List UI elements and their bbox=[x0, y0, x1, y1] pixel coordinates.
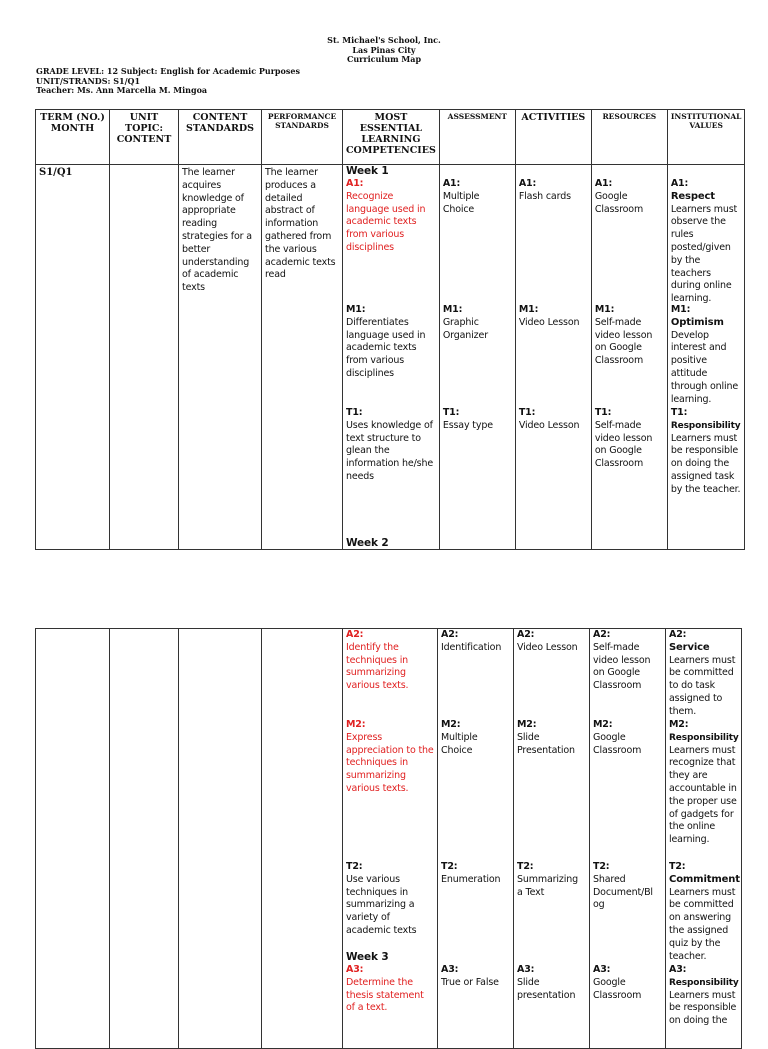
a1-assessment: Multiple Choice bbox=[442, 190, 480, 215]
school-city: Las Pinas City bbox=[352, 44, 416, 55]
t1-value-label: T1: bbox=[670, 407, 688, 418]
t1-activity-label: T1: bbox=[518, 407, 536, 418]
a3-resource: Google Classroom bbox=[593, 976, 642, 1001]
teacher-name: Teacher: Ms. Ann Marcella M. Mingoa bbox=[36, 85, 208, 95]
values-cell bbox=[667, 165, 745, 550]
a1-value-desc: Learners must observe the rules posted/given by the teachers during online learning. bbox=[670, 203, 738, 305]
t2-resource-label: T2: bbox=[593, 861, 610, 872]
t1-resource-label: T1: bbox=[594, 407, 612, 418]
m2-value-label: M2: bbox=[669, 719, 689, 730]
m1-activity: Video Lesson bbox=[518, 316, 580, 328]
a1-activity: Flash cards bbox=[518, 190, 571, 202]
activities-cell-continued bbox=[514, 629, 590, 1049]
t1-assessment: Essay type bbox=[442, 419, 493, 431]
performance-standard-cell-continued bbox=[262, 629, 343, 1049]
t2-value-title: Commitment bbox=[669, 873, 740, 885]
a1-competency: Recognize language used in academic texts from various disciplines bbox=[346, 190, 426, 253]
t1-value-desc: Learners must be responsible on doing the assigned task by the teacher. bbox=[670, 432, 741, 495]
week-1-label: Week 1 bbox=[346, 165, 389, 177]
unit-topic-cell-continued bbox=[110, 629, 179, 1049]
a2-value-desc: Learners must be committed to do task assigned to them. bbox=[669, 654, 736, 717]
a1-value-title: Respect bbox=[670, 190, 715, 202]
document-header bbox=[0, 36, 768, 65]
a1-resource-label: A1: bbox=[594, 178, 613, 189]
assessment-cell-continued bbox=[438, 629, 514, 1049]
m2-activity-label: M2: bbox=[517, 719, 537, 730]
t2-assessment-label: T2: bbox=[441, 861, 458, 872]
performance-standard-cell: The learner produces a detailed abstract of information gathered from the various academic texts read bbox=[262, 165, 343, 550]
col-competencies: MOST ESSENTIAL LEARNING COMPETENCIES bbox=[343, 110, 440, 165]
a3-competency: Determine the thesis statement of a text. bbox=[346, 976, 424, 1014]
m1-label: M1: bbox=[346, 304, 366, 315]
col-resources: RESOURCES bbox=[591, 110, 667, 165]
t2-competency: Use various techniques in summarizing a variety of academic texts bbox=[346, 873, 417, 936]
t1-competency: Uses knowledge of text structure to glean the information he/she needs bbox=[346, 419, 434, 482]
m1-resource: Self-made video lesson on Google Classroom bbox=[594, 316, 653, 367]
table-header-row bbox=[36, 110, 745, 165]
competencies-cell-continued bbox=[343, 629, 438, 1049]
t2-value-label: T2: bbox=[669, 861, 686, 872]
m1-assessment-label: M1: bbox=[442, 304, 463, 315]
col-performance-standards: PERFORMANCE STANDARDS bbox=[262, 110, 343, 165]
t2-label: T2: bbox=[346, 861, 363, 872]
unit-strands: UNIT/STRANDS: S1/Q1 bbox=[36, 75, 141, 86]
m2-competency: Express appreciation to the techniques in summarizing various texts. bbox=[346, 731, 434, 794]
a3-value-title: Responsibility bbox=[669, 977, 739, 988]
col-content-standards: CONTENT STANDARDS bbox=[179, 110, 262, 165]
curriculum-table-page-2 bbox=[35, 628, 742, 1049]
t2-value-desc: Learners must be committed on answering the assigned quiz by the teacher. bbox=[669, 886, 736, 962]
a2-assessment-label: A2: bbox=[441, 629, 459, 640]
m1-value-title: Optimism bbox=[670, 316, 724, 328]
resources-cell bbox=[591, 165, 667, 550]
m2-assessment-label: M2: bbox=[441, 719, 461, 730]
activities-cell bbox=[515, 165, 591, 550]
content-standard-cell: The learner acquires knowledge of appropriate reading strategies for a better understanding of academic texts bbox=[179, 165, 262, 550]
t1-label: T1: bbox=[346, 407, 363, 418]
assessment-cell bbox=[439, 165, 515, 550]
t2-assessment: Enumeration bbox=[441, 873, 501, 885]
a2-resource-label: A2: bbox=[593, 629, 611, 640]
m1-competency: Differentiates language used in academic texts from various disciplines bbox=[346, 316, 426, 379]
col-assessment: ASSESSMENT bbox=[439, 110, 515, 165]
m1-value-label: M1: bbox=[670, 304, 691, 315]
week-3-label: Week 3 bbox=[346, 951, 389, 963]
document-meta bbox=[36, 67, 300, 96]
t1-value-title: Responsibility bbox=[670, 420, 741, 431]
a2-resource: Self-made video lesson on Google Classroom bbox=[593, 641, 651, 692]
m2-resource-label: M2: bbox=[593, 719, 613, 730]
a2-assessment: Identification bbox=[441, 641, 502, 653]
a3-value-label: A3: bbox=[669, 964, 687, 975]
a3-assessment-label: A3: bbox=[441, 964, 459, 975]
term-cell: S1/Q1 bbox=[36, 165, 110, 550]
week-2-label: Week 2 bbox=[346, 537, 389, 549]
a3-resource-label: A3: bbox=[593, 964, 611, 975]
content-standard-cell-continued bbox=[179, 629, 262, 1049]
school-name: St. Michael's School, Inc. bbox=[327, 35, 441, 45]
m1-value-desc: Develop interest and positive attitude through online learning. bbox=[670, 329, 739, 405]
t2-resource: Shared Document/Bl og bbox=[593, 873, 653, 911]
a1-activity-label: A1: bbox=[518, 178, 537, 189]
resources-cell-continued bbox=[590, 629, 666, 1049]
m1-activity-label: M1: bbox=[518, 304, 539, 315]
m2-assessment: Multiple Choice bbox=[441, 731, 478, 756]
unit-topic-cell bbox=[110, 165, 179, 550]
t1-resource: Self-made video lesson on Google Classroom bbox=[594, 419, 653, 470]
a3-value-desc: Learners must be responsible on doing the bbox=[669, 989, 737, 1027]
a1-assessment-label: A1: bbox=[442, 178, 461, 189]
a1-resource: Google Classroom bbox=[594, 190, 644, 215]
a3-label: A3: bbox=[346, 964, 364, 975]
m2-activity: Slide Presentation bbox=[517, 731, 575, 756]
a2-activity-label: A2: bbox=[517, 629, 535, 640]
t2-activity: Summarizing a Text bbox=[517, 873, 578, 898]
m1-resource-label: M1: bbox=[594, 304, 615, 315]
m2-resource: Google Classroom bbox=[593, 731, 642, 756]
grade-subject: GRADE LEVEL: 12 Subject: English for Academic Purposes bbox=[36, 66, 300, 76]
document-title: Curriculum Map bbox=[346, 54, 422, 64]
a3-assessment: True or False bbox=[441, 976, 499, 988]
term-cell-continued bbox=[36, 629, 110, 1049]
a1-value-label: A1: bbox=[670, 178, 689, 189]
col-unit-topic: UNIT TOPIC: CONTENT bbox=[110, 110, 179, 165]
a2-activity: Video Lesson bbox=[517, 641, 578, 653]
col-activities: ACTIVITIES bbox=[515, 110, 591, 165]
curriculum-table-page-1 bbox=[35, 109, 745, 550]
t2-activity-label: T2: bbox=[517, 861, 534, 872]
a3-activity: Slide presentation bbox=[517, 976, 576, 1001]
t1-assessment-label: T1: bbox=[442, 407, 460, 418]
t1-activity: Video Lesson bbox=[518, 419, 580, 431]
a2-competency: Identify the techniques in summarizing various texts. bbox=[346, 641, 409, 692]
m2-value-desc: Learners must recognize that they are accountable in the proper use of gadgets for the online learning. bbox=[669, 744, 737, 846]
a2-value-label: A2: bbox=[669, 629, 687, 640]
table-row bbox=[36, 165, 745, 550]
col-term: TERM (NO.) MONTH bbox=[36, 110, 110, 165]
m2-value-title: Responsibility bbox=[669, 732, 739, 743]
a2-label: A2: bbox=[346, 629, 364, 640]
col-institutional-values: INSTITUTIONAL VALUES bbox=[667, 110, 745, 165]
table-row bbox=[36, 629, 742, 1049]
m1-assessment: Graphic Organizer bbox=[442, 316, 488, 341]
a2-value-title: Service bbox=[669, 641, 710, 653]
a3-activity-label: A3: bbox=[517, 964, 535, 975]
m2-label: M2: bbox=[346, 719, 366, 730]
values-cell-continued bbox=[666, 629, 742, 1049]
a1-label: A1: bbox=[346, 178, 364, 189]
competencies-cell bbox=[343, 165, 440, 550]
